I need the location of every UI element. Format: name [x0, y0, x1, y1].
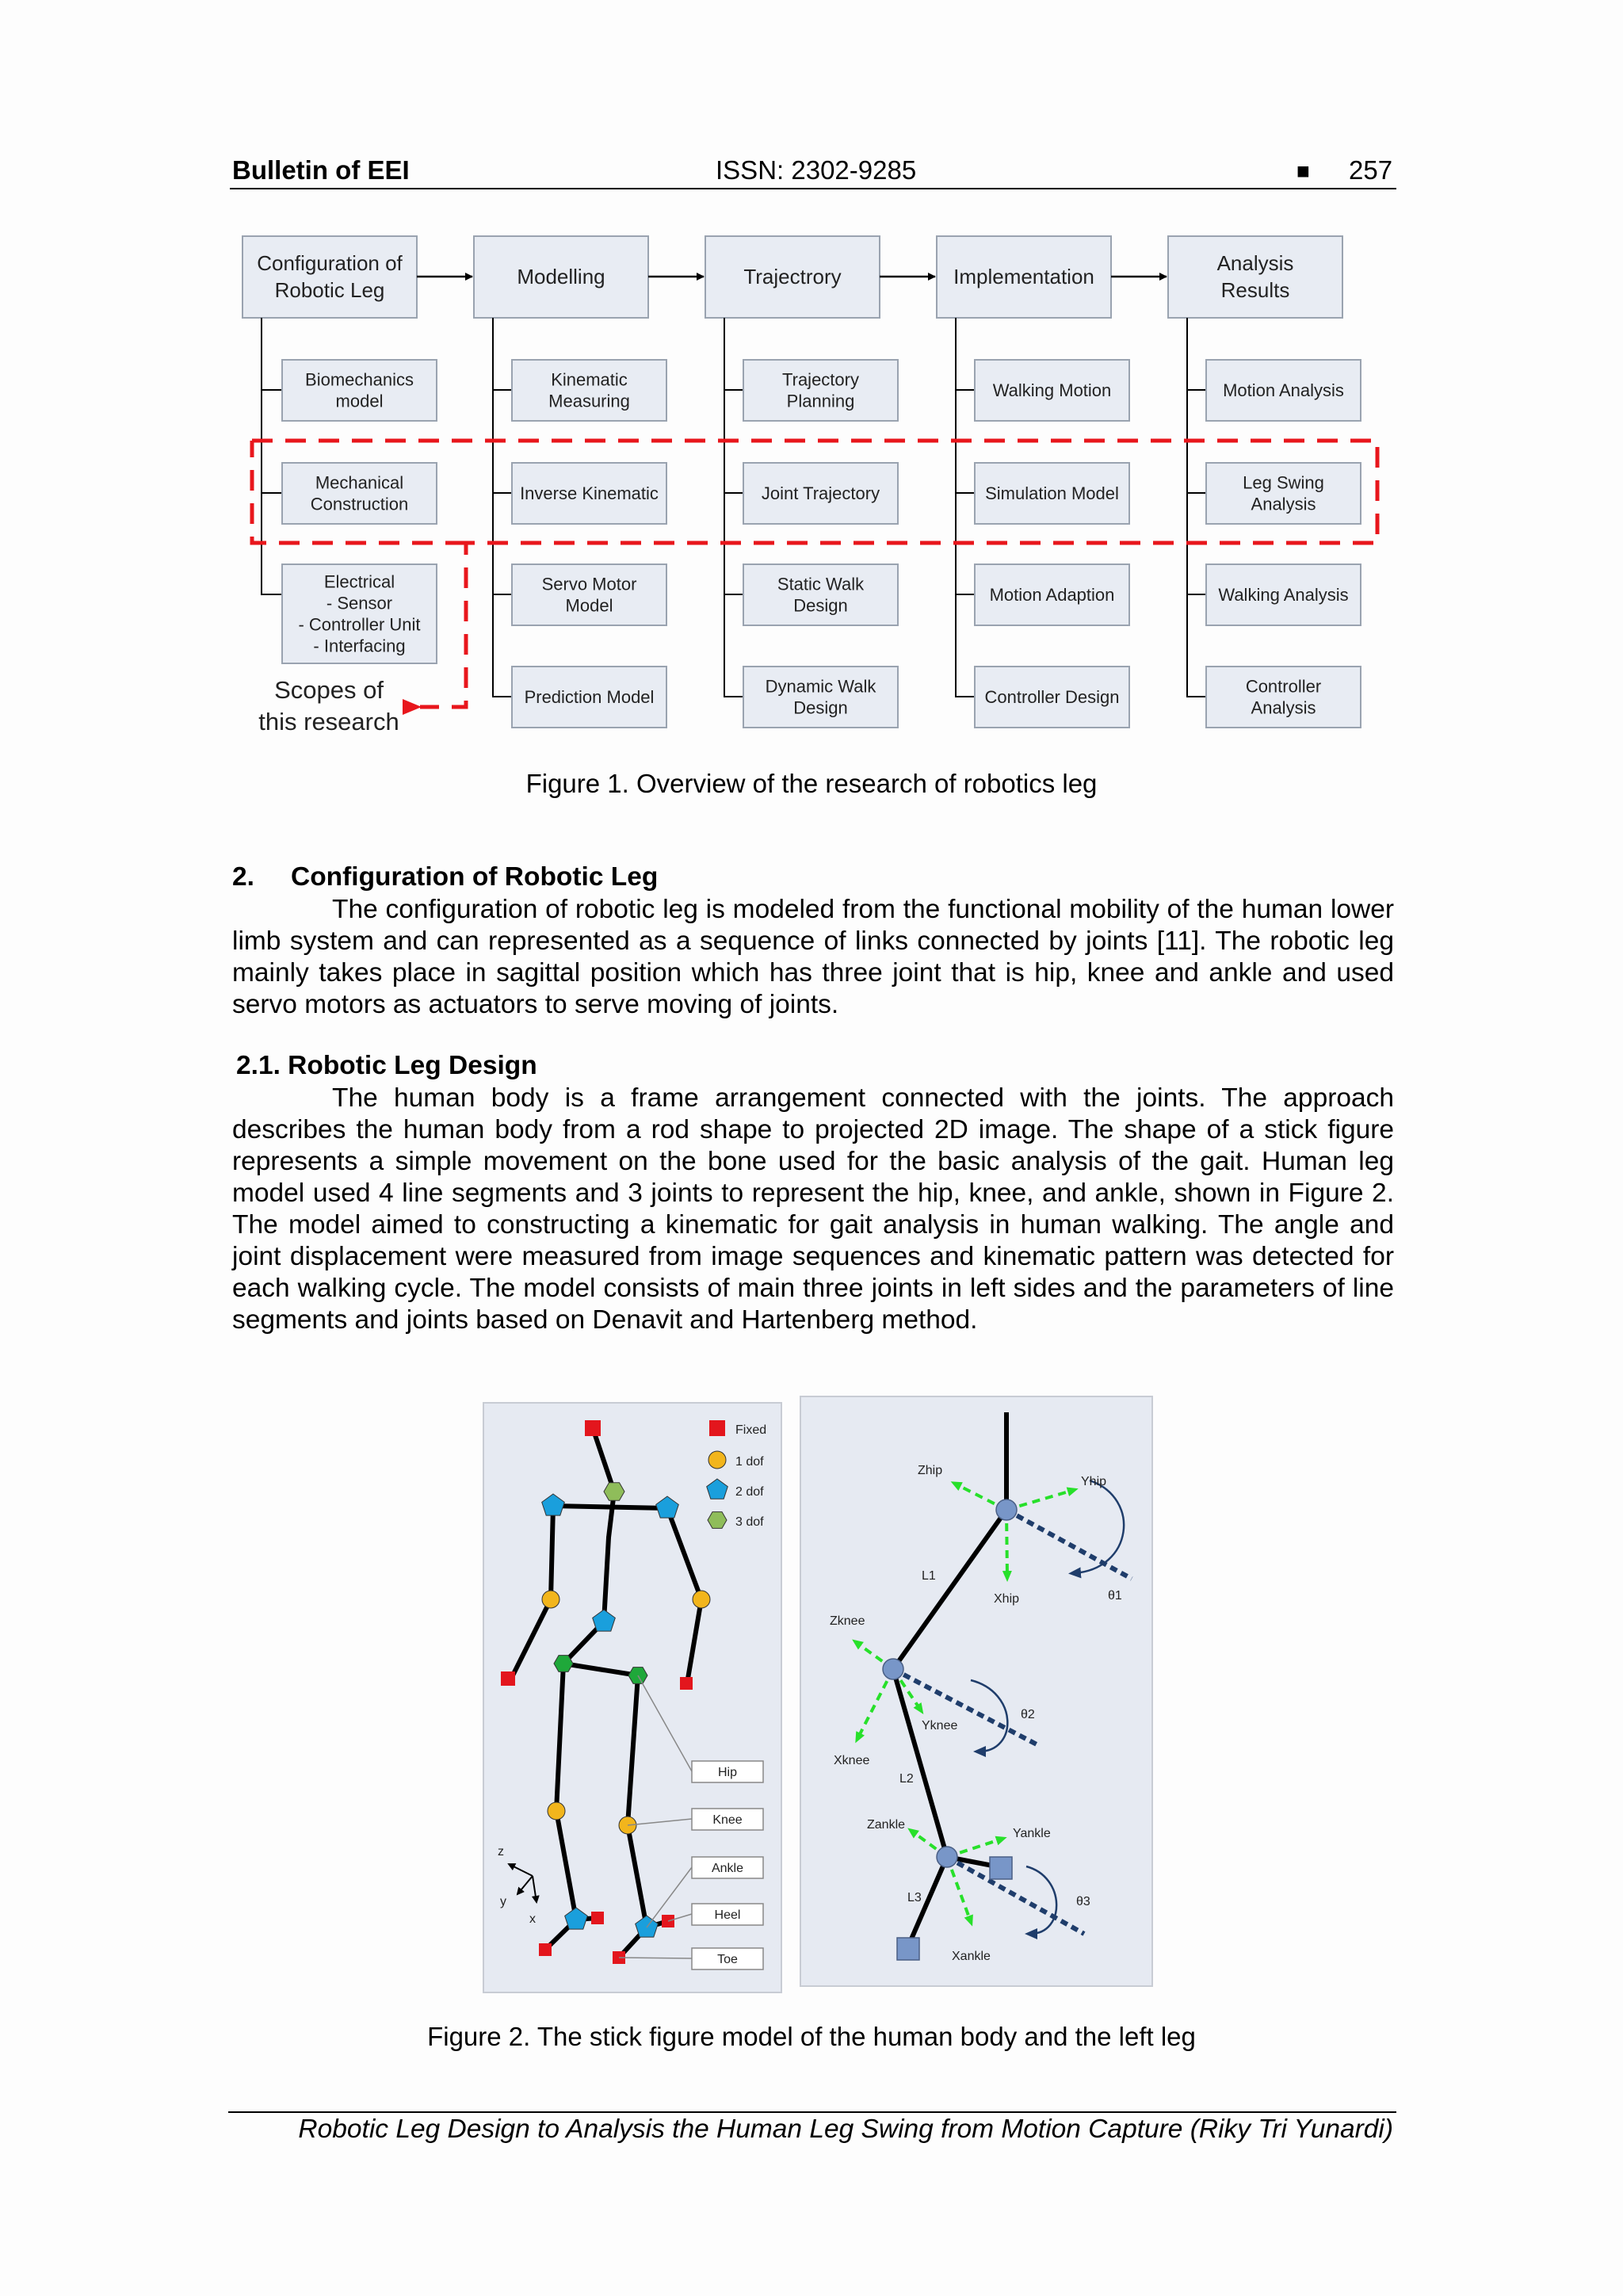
leg-label-zknee: Zknee: [830, 1614, 865, 1628]
sub-box: [282, 360, 437, 421]
sub-box-label: Motion Adaption: [989, 585, 1115, 606]
sub-box-label: Controller Design: [984, 687, 1120, 708]
joint-label: Knee: [712, 1813, 743, 1827]
figure2-caption: Figure 2. The stick figure model of the human body and the left leg: [427, 2022, 1196, 2051]
stick-bone: [553, 1506, 667, 1508]
leg-label-theta3: θ3: [1076, 1895, 1090, 1908]
sub-box-label: Kinematic Measuring: [548, 369, 630, 411]
sub-box-label: Leg Swing Analysis: [1243, 472, 1324, 514]
fixed-joint-head: [585, 1420, 601, 1436]
leg-label-xhip: Xhip: [994, 1592, 1020, 1606]
hip-joint: [996, 1499, 1017, 1520]
joint-label: Heel: [714, 1908, 741, 1922]
axis-label-z: z: [498, 1845, 504, 1859]
legend-label: 1 dof: [735, 1455, 764, 1469]
joint-label: Toe: [717, 1953, 738, 1966]
sub-box-label: Walking Motion: [992, 380, 1112, 401]
knee-joint: [883, 1659, 903, 1679]
leg-label-zankle: Zankle: [867, 1818, 906, 1832]
main-box-label-1: Modelling: [517, 265, 605, 289]
toe-fixed-block: [897, 1938, 919, 1960]
leg-label-xknee: Xknee: [834, 1754, 870, 1767]
legend-label: Fixed: [735, 1423, 767, 1437]
one-dof-joint-knee: [548, 1802, 565, 1820]
sub-box-label: Static Walk Design: [777, 574, 865, 616]
sub-box-label: Trajectory Planning: [782, 369, 859, 411]
sub-box-label: Mechanical Construction: [310, 472, 409, 514]
leg-label-zhip: Zhip: [918, 1464, 943, 1477]
section2-body: [232, 894, 1394, 1021]
joint-label: Ankle: [711, 1862, 744, 1875]
section21-title: 2.1. Robotic Leg Design: [236, 1051, 537, 1080]
main-box-label-4: Analysis Results: [1216, 251, 1294, 303]
fixed-joint-toe: [539, 1943, 552, 1956]
section21-paragraph: The human body is a frame arrangement connected with the joints. The approach describes the human body from a rod shape to projected 2D image. The shape of a stick figure represents a simple movement on the bone used for the basic analysis of the gait. Human leg model used 4 line segments and 3 joints to represent the hip, knee, and ankle, shown in Figure 2. The model aimed to constructing a kinematic for gait analysis in human walking. The angle and joint displacement were measured from image sequences and kinematic pattern was detected for each walking cycle. The model consists of main three joints in left sides and the parameters of line segments and joints based on Denavit and Hartenberg method.: [232, 1083, 1394, 1335]
fixed-joint-heel: [591, 1912, 604, 1924]
axis-label-x: x: [529, 1912, 536, 1926]
sub-box: [1206, 667, 1361, 728]
main-box-label-3: Implementation: [953, 265, 1094, 289]
sub-box: [743, 667, 898, 728]
leg-label-l3: L3: [907, 1891, 922, 1904]
leg-label-xankle: Xankle: [952, 1950, 991, 1963]
leg-label-yankle: Yankle: [1013, 1827, 1051, 1840]
sub-box: [743, 564, 898, 625]
legend-1dof-swatch: [708, 1451, 726, 1469]
sub-box-label: Inverse Kinematic: [520, 483, 659, 504]
main-box-0: [242, 236, 417, 318]
issn: ISSN: 2302-9285: [716, 155, 917, 185]
figure1-caption: Figure 1. Overview of the research of robotics leg: [525, 769, 1098, 798]
main-box-label-2: Trajectrory: [743, 265, 842, 289]
header-square: ■: [1296, 159, 1310, 183]
section21-body: [232, 1083, 1394, 1336]
sub-box-label: Biomechanics model: [305, 369, 414, 411]
leg-label-yknee: Yknee: [922, 1719, 958, 1733]
sub-box-label: Simulation Model: [985, 483, 1119, 504]
leg-label-yhip: Yhip: [1081, 1475, 1107, 1488]
section2-paragraph: The configuration of robotic leg is modeled from the functional mobility of the human lower limb system and can represented as a sequence of links connected by joints [11]. The robotic leg mainly takes place in sagittal position which has three joint that is hip, knee and ankle and used servo motors as actuators to serve moving of joints.: [232, 895, 1394, 1019]
leg-label-l1: L1: [922, 1569, 936, 1583]
one-dof-joint-elbow: [693, 1591, 710, 1608]
legend-fixed-swatch: [709, 1420, 725, 1436]
sub-box-label: Servo Motor Model: [541, 574, 637, 616]
sub-box-label: Walking Analysis: [1218, 585, 1349, 606]
journal-name: Bulletin of EEI: [232, 155, 410, 185]
sub-box: [282, 463, 437, 524]
sub-box-label: Controller Analysis: [1245, 676, 1322, 718]
joint-label: Hip: [717, 1766, 738, 1779]
main-box-4: [1168, 236, 1342, 318]
scope-label: Scopes of this research: [258, 675, 399, 735]
sub-box-label: Prediction Model: [524, 687, 655, 708]
legend-label: 2 dof: [735, 1485, 764, 1499]
heel-fixed-block: [990, 1857, 1012, 1879]
figure1-flowchart: [0, 0, 1623, 761]
fixed-joint-hand: [501, 1671, 515, 1686]
section2-number: 2.: [232, 862, 254, 892]
stick-bone: [551, 1506, 553, 1599]
sub-box-label: Dynamic Walk Design: [765, 676, 876, 718]
leg-label-theta1: θ1: [1108, 1589, 1122, 1603]
sub-box: [743, 360, 898, 421]
fixed-joint-hand: [680, 1677, 693, 1690]
leg-label-l2: L2: [899, 1772, 914, 1786]
page-number: 257: [1349, 155, 1393, 185]
sub-box-label: Motion Analysis: [1223, 380, 1344, 401]
one-dof-joint-elbow: [542, 1591, 559, 1608]
main-box-label-0: Configuration of Robotic Leg: [257, 251, 403, 303]
ankle-joint: [937, 1847, 957, 1867]
sub-box-label: Electrical - Sensor - Controller Unit - Interfacing: [298, 571, 421, 656]
sub-box: [512, 564, 666, 625]
section2-title: Configuration of Robotic Leg: [291, 862, 659, 892]
sub-box: [512, 360, 666, 421]
axis-label-y: y: [500, 1895, 506, 1908]
leg-label-theta2: θ2: [1021, 1708, 1035, 1721]
legend-label: 3 dof: [735, 1515, 764, 1529]
sub-box-label: Joint Trajectory: [761, 483, 880, 504]
footer-citation: Robotic Leg Design to Analysis the Human Leg Swing from Motion Capture (Riky Tri Yunardi): [298, 2115, 1393, 2144]
figure2: [0, 1379, 1623, 1997]
footer-rule: [228, 2111, 1396, 2113]
sub-box: [1206, 463, 1361, 524]
